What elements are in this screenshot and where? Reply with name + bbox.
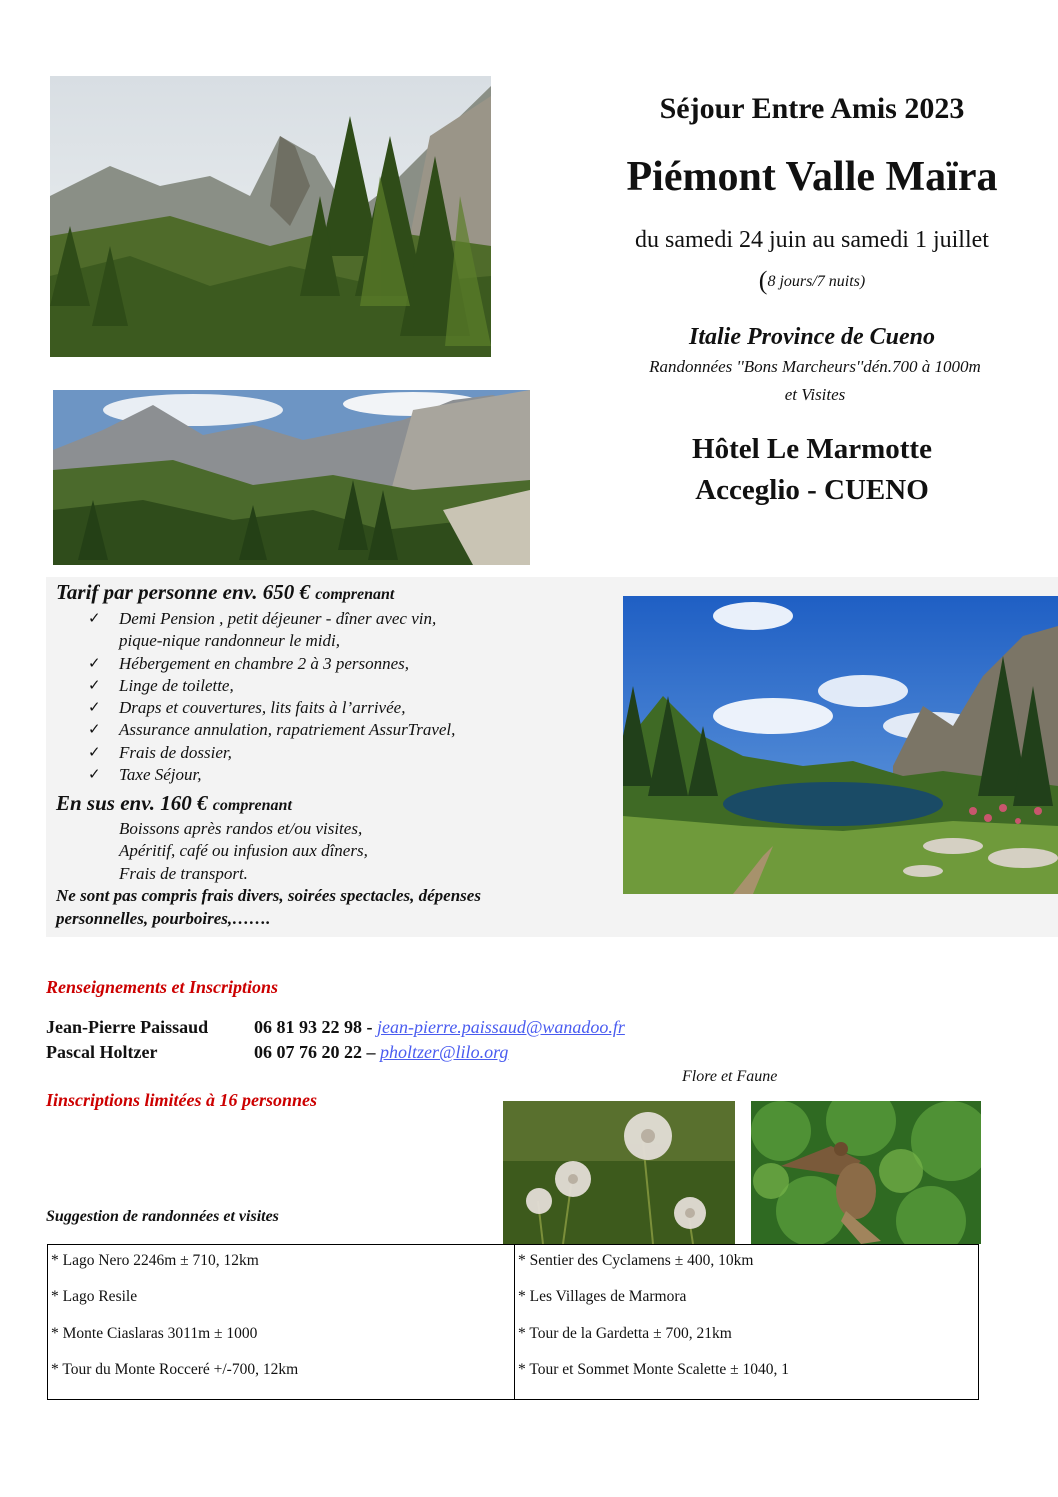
trip-level: Randonnées ''Bons Marcheurs''dén.700 à 1000m bbox=[649, 357, 981, 376]
table-cell: * Tour et Sommet Monte Scalette ± 1040, 1 bbox=[518, 1361, 790, 1378]
hotel-location: Acceglio - CUENO bbox=[695, 474, 929, 506]
suggestions-heading: Suggestion de randonnées et visites bbox=[46, 1208, 279, 1225]
limit-notice: Iinscriptions limitées à 16 personnes bbox=[46, 1090, 318, 1110]
trip-duration: (8 jours/7 nuits) bbox=[758, 266, 866, 295]
not-included-note: Ne sont pas compris frais divers, soirées spectacles, dépenses personnelles, pourboires,……. bbox=[56, 886, 481, 928]
list-item: ✓ Draps et couvertures, lits faits à l’arrivée, bbox=[88, 697, 455, 719]
contact-name: Pascal Holtzer bbox=[46, 1042, 158, 1062]
contact-phone: 06 81 93 22 98 bbox=[254, 1017, 362, 1037]
checkmark-icon: ✓ bbox=[88, 700, 101, 717]
list-item: Boissons après randos et/ou visites, bbox=[119, 819, 363, 838]
flower-photo bbox=[503, 1101, 735, 1244]
table-cell: * Tour de la Gardetta ± 700, 21km bbox=[518, 1325, 732, 1342]
bird-photo bbox=[751, 1101, 981, 1244]
suggestions-column-left bbox=[48, 1245, 514, 1399]
list-item: ✓ Taxe Séjour, bbox=[88, 764, 455, 786]
table-cell: * Sentier des Cyclamens ± 400, 10km bbox=[518, 1252, 754, 1269]
checkmark-icon: ✓ bbox=[88, 611, 101, 627]
checkmark-icon: ✓ bbox=[88, 767, 101, 784]
trip-region: Italie Province de Cueno bbox=[689, 324, 935, 350]
checkmark-icon: ✓ bbox=[88, 677, 101, 694]
valley-photo bbox=[50, 76, 491, 357]
list-item: ✓ Frais de dossier, bbox=[88, 742, 455, 764]
lake-photo bbox=[623, 596, 1058, 894]
list-item: Frais de transport. bbox=[119, 863, 248, 883]
panorama-photo bbox=[53, 390, 530, 565]
table-cell: * Tour du Monte Rocceré +/-700, 12km bbox=[51, 1361, 299, 1378]
list-item: ✓ Hébergement en chambre 2 à 3 personnes, bbox=[88, 653, 455, 675]
suggestions-column-right bbox=[514, 1245, 980, 1399]
list-item: ✓ Assurance annulation, rapatriement AssurTravel, bbox=[88, 719, 455, 741]
checkmark-icon: ✓ bbox=[88, 722, 101, 739]
table-cell: * Les Villages de Marmora bbox=[518, 1288, 687, 1305]
table-cell: * Lago Resile bbox=[51, 1288, 138, 1305]
extras-list bbox=[119, 818, 368, 885]
included-list bbox=[88, 608, 455, 786]
hotel-name: Hôtel Le Marmotte bbox=[692, 433, 932, 465]
contact-phone: 06 07 76 20 22 bbox=[254, 1042, 362, 1062]
checkmark-icon: ✓ bbox=[88, 744, 101, 761]
email-link[interactable]: pholtzer@lilo.org bbox=[380, 1042, 509, 1062]
list-item: ✓ Linge de toilette, bbox=[88, 675, 455, 697]
email-link[interactable]: jean-pierre.paissaud@wanadoo.fr bbox=[377, 1017, 625, 1037]
trip-title: Piémont Valle Maïra bbox=[626, 154, 998, 200]
extra-title: En sus env. 160 € comprenant bbox=[56, 791, 292, 815]
trip-subtitle: Séjour Entre Amis 2023 bbox=[659, 92, 965, 125]
table-cell: * Lago Nero 2246m ± 710, 12km bbox=[51, 1252, 259, 1269]
gallery-caption: Flore et Faune bbox=[682, 1068, 778, 1085]
trip-dates: du samedi 24 juin au samedi 1 juillet bbox=[635, 227, 989, 253]
checkmark-icon: ✓ bbox=[88, 655, 101, 672]
list-item: Apéritif, café ou infusion aux dîners, bbox=[119, 841, 368, 861]
contact-name: Jean-Pierre Paissaud bbox=[46, 1017, 209, 1037]
tarif-title: Tarif par personne env. 650 € comprenant bbox=[56, 580, 395, 604]
suggestions-table bbox=[47, 1244, 979, 1400]
table-cell: * Monte Ciaslaras 3011m ± 1000 bbox=[51, 1325, 258, 1342]
contact-row: Jean-Pierre Paissaud 06 81 93 22 98 - jean-pierre.paissaud@wanadoo.fr bbox=[46, 1017, 625, 1037]
contact-row: Pascal Holtzer 06 07 76 20 22 – pholtzer@lilo.org bbox=[46, 1042, 509, 1062]
list-item: ✓ Demi Pension , petit déjeuner - dîner avec vin, pique-nique randonneur le midi, bbox=[88, 609, 437, 651]
contacts-heading: Renseignements et Inscriptions bbox=[46, 977, 279, 997]
trip-visits: et Visites bbox=[784, 385, 846, 404]
